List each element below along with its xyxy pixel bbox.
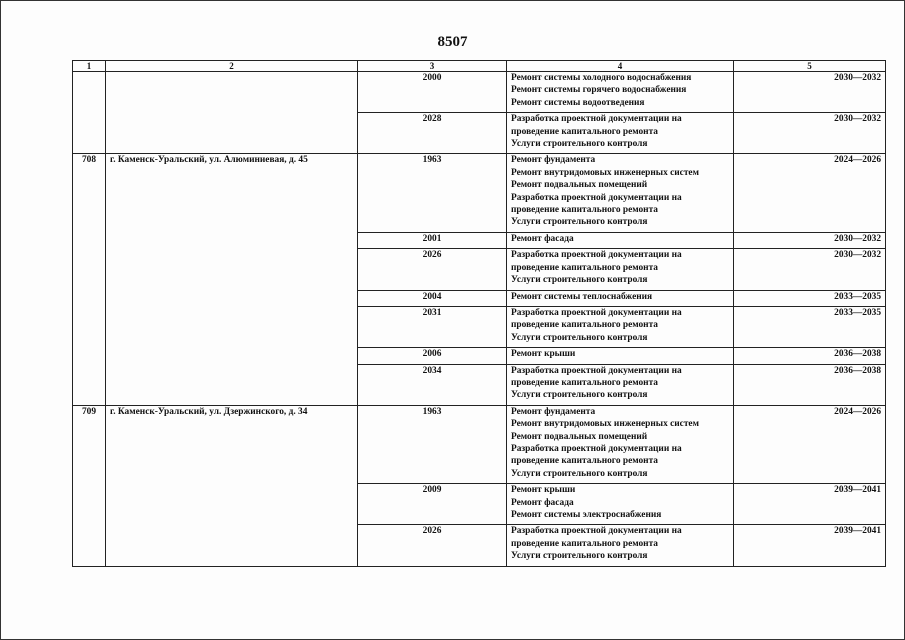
table-header — [73, 61, 886, 72]
work-item: проведение капитального ремонта — [511, 126, 658, 137]
work-item: Ремонт фасада — [511, 497, 574, 508]
repair-period-cell: 2039—2041 — [734, 484, 886, 525]
page-number: 8507 — [437, 34, 468, 50]
work-item: Ремонт подвальных помещений — [511, 431, 648, 442]
works-cell — [507, 405, 734, 483]
work-item: Ремонт подвальных помещений — [511, 180, 648, 191]
repair-period-cell: 2039—2041 — [734, 525, 886, 566]
work-item: Ремонт крыши — [511, 349, 576, 360]
work-item: Ремонт фундамента — [511, 155, 596, 166]
work-item: Ремонт системы водоотведения — [511, 97, 645, 108]
object-number — [73, 72, 106, 154]
work-item: проведение капитального ремонта — [511, 377, 658, 388]
table-row — [73, 405, 886, 483]
works-cell — [507, 72, 734, 113]
build-year-cell: 2028 — [358, 113, 507, 154]
repair-period-cell: 2036—2038 — [734, 348, 886, 364]
work-item: Услуги строительного контроля — [511, 275, 648, 286]
work-item: Разработка проектной документации на — [511, 250, 682, 261]
work-item: Разработка проектной документации на — [511, 114, 682, 125]
col-header-1: 1 — [73, 61, 106, 72]
work-item: Ремонт системы холодного водоснабжения — [511, 73, 692, 83]
works-cell — [507, 154, 734, 232]
build-year-cell: 2006 — [358, 348, 507, 364]
repair-period-cell: 2033—2035 — [734, 306, 886, 347]
build-year-cell: 2000 — [358, 72, 507, 113]
works-cell — [507, 484, 734, 525]
work-item: Ремонт системы горячего водоснабжения — [511, 85, 687, 96]
work-item: Ремонт фундамента — [511, 406, 596, 417]
header-row — [73, 61, 886, 72]
object-number: 708 — [73, 154, 106, 405]
repair-period-cell: 2030—2032 — [734, 249, 886, 290]
table-row — [73, 154, 886, 232]
works-cell — [507, 232, 734, 248]
repair-period-cell: 2033—2035 — [734, 290, 886, 306]
works-cell — [507, 306, 734, 347]
object-address: г. Каменск-Уральский, ул. Алюминиевая, д. 45 — [106, 154, 358, 405]
work-item: проведение капитального ремонта — [511, 538, 658, 549]
work-item: проведение капитального ремонта — [511, 262, 658, 273]
work-item: Ремонт внутридомовых инженерных систем — [511, 167, 699, 178]
repair-period-cell: 2036—2038 — [734, 364, 886, 405]
table-row — [73, 72, 886, 113]
build-year-cell: 2031 — [358, 306, 507, 347]
works-cell — [507, 348, 734, 364]
repair-period-cell: 2024—2026 — [734, 405, 886, 483]
table-body — [73, 72, 886, 567]
repair-period-cell: 2030—2032 — [734, 232, 886, 248]
works-cell — [507, 113, 734, 154]
object-address: г. Каменск-Уральский, ул. Дзержинского, д. 34 — [106, 405, 358, 566]
col-header-4: 4 — [507, 61, 734, 72]
works-cell — [507, 290, 734, 306]
work-item: Ремонт фасада — [511, 233, 574, 244]
work-item: Разработка проектной документации на — [511, 526, 682, 537]
work-item: Услуги строительного контроля — [511, 332, 648, 343]
work-item: Услуги строительного контроля — [511, 468, 648, 479]
work-item: Услуги строительного контроля — [511, 551, 648, 562]
build-year-cell: 1963 — [358, 154, 507, 232]
build-year-cell: 2001 — [358, 232, 507, 248]
work-item: проведение капитального ремонта — [511, 456, 658, 467]
work-item: Услуги строительного контроля — [511, 139, 648, 150]
works-cell — [507, 249, 734, 290]
col-header-5: 5 — [734, 61, 886, 72]
work-item: Услуги строительного контроля — [511, 390, 648, 401]
works-cell — [507, 525, 734, 566]
repair-period-cell: 2030—2032 — [734, 72, 886, 113]
work-item: проведение капитального ремонта — [511, 320, 658, 331]
work-item: Ремонт внутридомовых инженерных систем — [511, 419, 699, 430]
work-item: Услуги строительного контроля — [511, 217, 648, 228]
works-cell — [507, 364, 734, 405]
work-item: Ремонт крыши — [511, 485, 576, 496]
repair-period-cell: 2030—2032 — [734, 113, 886, 154]
work-item: Разработка проектной документации на — [511, 365, 682, 376]
build-year-cell: 1963 — [358, 405, 507, 483]
work-item: проведение капитального ремонта — [511, 205, 658, 216]
work-item: Разработка проектной документации на — [511, 192, 682, 203]
work-item: Разработка проектной документации на — [511, 307, 682, 318]
work-item: Разработка проектной документации на — [511, 443, 682, 454]
repair-schedule-table — [72, 60, 886, 567]
repair-period-cell: 2024—2026 — [734, 154, 886, 232]
build-year-cell: 2004 — [358, 290, 507, 306]
work-item: Ремонт системы электроснабжения — [511, 510, 662, 520]
work-item: Ремонт системы теплоснабжения — [511, 291, 653, 302]
col-header-2: 2 — [106, 61, 358, 72]
build-year-cell: 2026 — [358, 525, 507, 566]
build-year-cell: 2009 — [358, 484, 507, 525]
object-number: 709 — [73, 405, 106, 566]
build-year-cell: 2026 — [358, 249, 507, 290]
build-year-cell: 2034 — [358, 364, 507, 405]
col-header-3: 3 — [358, 61, 507, 72]
object-address — [106, 72, 358, 154]
